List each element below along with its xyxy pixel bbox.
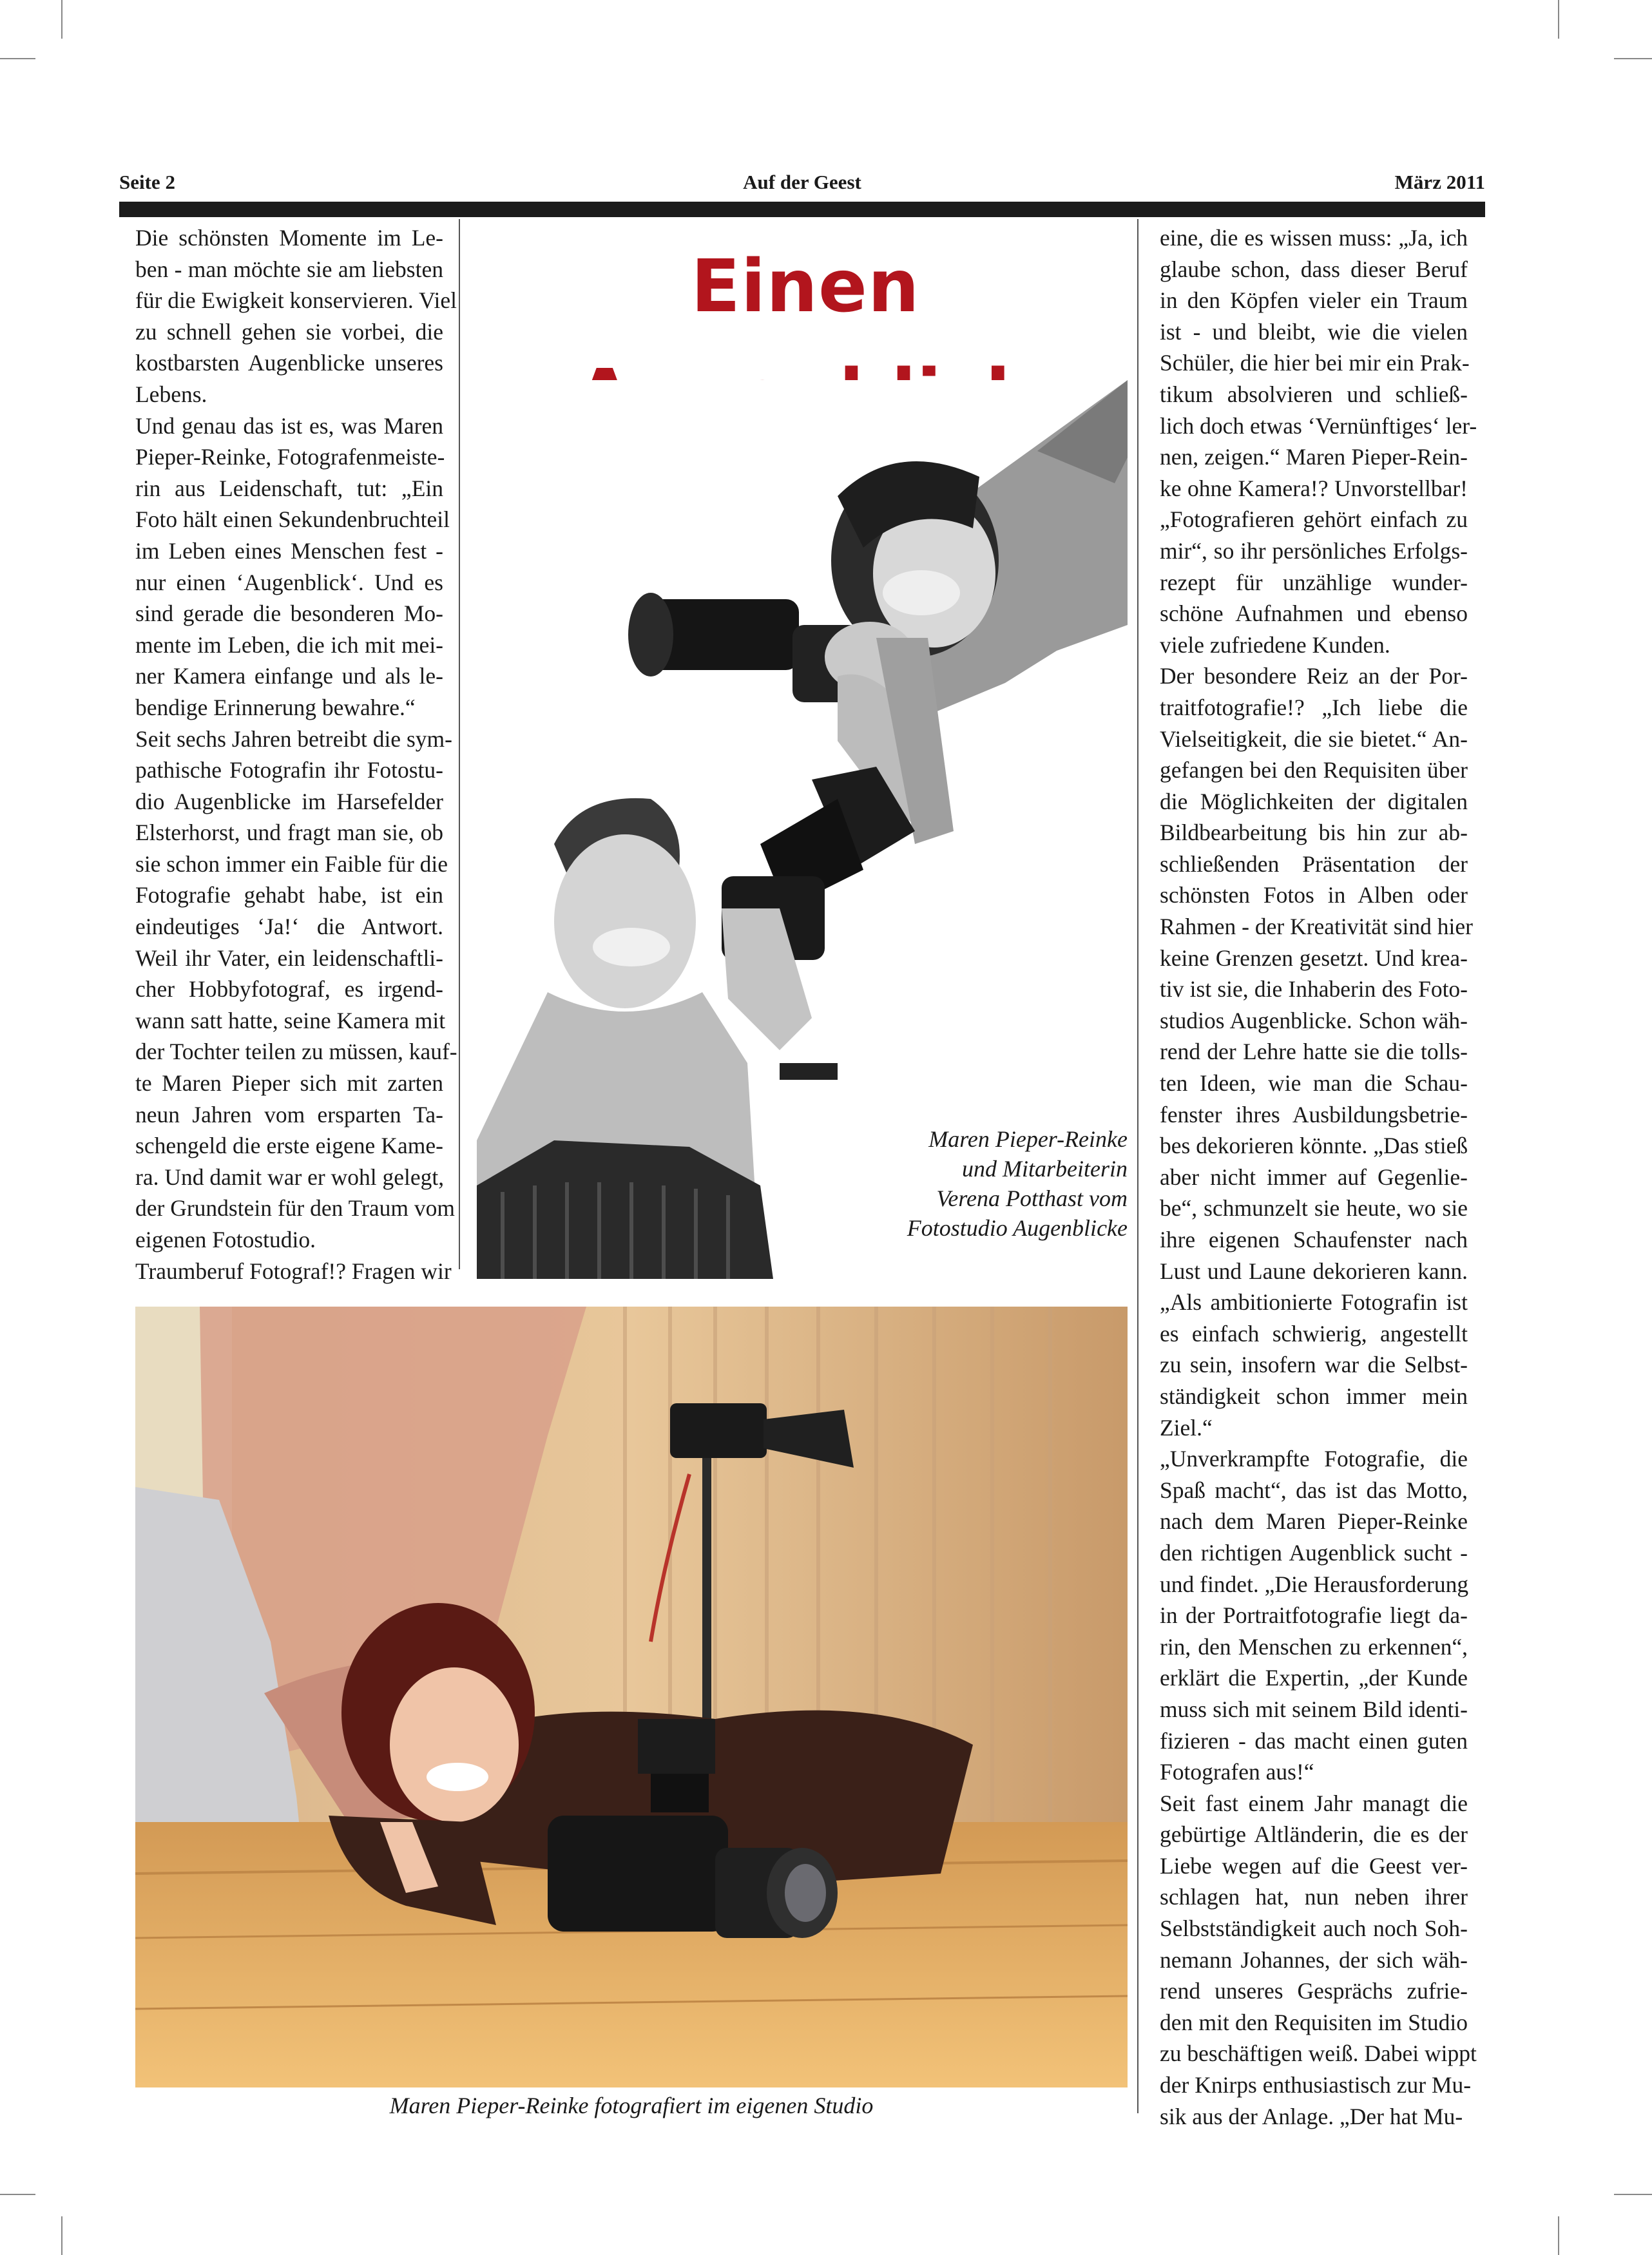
text-line: Selbstständigkeit auch noch Soh-	[1160, 1915, 1468, 1942]
caption-top-line: und Mitarbeiterin	[962, 1156, 1128, 1182]
text-line: Spaß macht“, das ist das Motto,	[1160, 1477, 1468, 1503]
text-line: gebürtige Altländerin, die es der	[1160, 1821, 1468, 1848]
text-line: pathische Fotografin ihr Fotostu-	[135, 757, 443, 783]
text-line: schließenden Präsentation der	[1160, 850, 1468, 877]
crop-mark	[1614, 2194, 1652, 2195]
text-line: Foto hält einen Sekundenbruchteil	[135, 506, 450, 533]
text-line: neun Jahren vom ersparten Ta-	[135, 1101, 443, 1128]
text-line: Schüler, die hier bei mir ein Prak-	[1160, 350, 1470, 376]
text-line: der Grundstein für den Traum vom	[135, 1195, 455, 1222]
text-line: ke ohne Kamera!? Unvorstellbar!	[1160, 475, 1468, 501]
text-line: nemann Johannes, der sich wäh-	[1160, 1946, 1468, 1973]
text-line: es einfach schwierig, angestellt	[1160, 1320, 1468, 1347]
text-line: tikum absolvieren und schließ-	[1160, 381, 1468, 407]
text-line: erklärt die Expertin, „der Kunde	[1160, 1665, 1468, 1691]
text-line: im Leben eines Menschen fest -	[135, 537, 443, 564]
text-line: in der Portraitfotografie liegt da-	[1160, 1602, 1468, 1629]
crop-mark	[0, 58, 35, 59]
text-line: rin, den Menschen zu erkennen“,	[1160, 1633, 1468, 1660]
text-line: gefangen bei den Requisiten über	[1160, 757, 1468, 783]
text-line: „Unverkrampfte Fotografie, die	[1160, 1446, 1468, 1472]
text-line: fizieren - das macht einen guten	[1160, 1727, 1468, 1754]
text-line: ten Ideen, wie man die Schau-	[1160, 1070, 1468, 1097]
caption-top-line: Verena Potthast vom	[936, 1185, 1128, 1211]
text-line: kostbarsten Augenblicke unseres	[135, 350, 443, 376]
photo-caption-bottom: Maren Pieper-Reinke fotografiert im eigenen Studio	[389, 2093, 874, 2118]
text-line: Bildbearbeitung bis hin zur ab-	[1160, 820, 1468, 846]
text-line: Seit fast einem Jahr managt die	[1160, 1790, 1468, 1816]
text-line: ner Kamera einfange und als le-	[135, 663, 443, 689]
caption-top-line: Fotostudio Augenblicke	[907, 1215, 1128, 1241]
text-line: cher Hobbyfotograf, es irgend-	[135, 976, 443, 1003]
text-line: Fotografie gehabt habe, ist ein	[135, 882, 443, 908]
page-header	[119, 171, 1485, 197]
text-line: Liebe wegen auf die Geest ver-	[1160, 1852, 1468, 1879]
text-line: rin aus Leidenschaft, tut: „Ein	[135, 475, 443, 501]
text-line: schlagen hat, nun neben ihrer	[1160, 1884, 1468, 1910]
text-line: schengeld die erste eigene Kame-	[135, 1133, 443, 1159]
text-line: ständigkeit schon immer mein	[1160, 1383, 1468, 1409]
text-line: rend der Lehre hatte sie die tolls-	[1160, 1039, 1468, 1065]
text-line: der Knirps enthusiastisch zur Mu-	[1160, 2072, 1472, 2098]
text-line: dio Augenblicke im Harsefelder	[135, 788, 443, 814]
text-line: bendige Erinnerung bewahre.“	[135, 694, 416, 720]
text-line: mente im Leben, die ich mit mei-	[135, 631, 443, 658]
publication-name: Auf der Geest	[743, 171, 861, 193]
text-line: „Als ambitionierte Fotografin ist	[1160, 1289, 1468, 1316]
text-line: tiv ist sie, die Inhaberin des Foto-	[1160, 976, 1468, 1003]
article-column-left	[135, 222, 457, 1287]
text-line: nen, zeigen.“ Maren Pieper-Rein-	[1160, 444, 1468, 470]
text-line: sind gerade die besonderen Mo-	[135, 600, 443, 627]
text-line: lich doch etwas ‘Vernünftiges‘ ler-	[1160, 412, 1477, 439]
crop-mark	[1558, 2216, 1559, 2255]
caption-top-line: Maren Pieper-Reinke	[928, 1126, 1128, 1152]
text-line: der Tochter teilen zu müssen, kauf-	[135, 1039, 457, 1065]
crop-mark	[0, 2194, 35, 2195]
article-column-right	[1160, 222, 1477, 2132]
text-line: Traumberuf Fotograf!? Fragen wir	[135, 1258, 452, 1284]
photo-caption-top	[838, 1124, 1128, 1243]
text-line: Lust und Laune dekorieren kann.	[1160, 1258, 1468, 1284]
column-divider-left	[459, 219, 460, 1269]
text-line: mir“, so ihr persönliches Erfolgs-	[1160, 537, 1468, 564]
text-line: te Maren Pieper sich mit zarten	[135, 1070, 443, 1097]
text-line: Vielseitigkeit, die sie bietet.“ An-	[1160, 725, 1468, 752]
text-line: keine Grenzen gesetzt. Und krea-	[1160, 945, 1468, 971]
text-line: ist - und bleibt, wie die vielen	[1160, 318, 1468, 345]
text-line: eigenen Fotostudio.	[135, 1227, 316, 1252]
crop-mark	[61, 0, 62, 39]
photo-studio-color	[135, 1307, 1128, 2087]
page-number: Seite 2	[119, 171, 175, 193]
text-line: rezept für unzählige wunder-	[1160, 569, 1468, 595]
photo-studio-graphic	[135, 1307, 1128, 2087]
text-line: be“, schmunzelt sie heute, wo sie	[1160, 1195, 1468, 1222]
text-line: viele zufriedene Kunden.	[1160, 631, 1390, 658]
text-line: Ziel.“	[1160, 1414, 1213, 1441]
text-line: ben - man möchte sie am liebsten	[135, 256, 443, 282]
text-line: zu schnell gehen sie vorbei, die	[135, 318, 443, 345]
text-line: glaube schon, dass dieser Beruf	[1160, 256, 1468, 282]
text-line: Elsterhorst, und fragt man sie, ob	[135, 820, 443, 846]
text-line: Rahmen - der Kreativität sind hier	[1160, 914, 1473, 940]
text-line: schöne Aufnahmen und ebenso	[1160, 600, 1468, 627]
text-line: Seit sechs Jahren betreibt die sym-	[135, 725, 452, 752]
text-line: muss sich mit seinem Bild identi-	[1160, 1696, 1468, 1722]
text-line: zu beschäftigen weiß. Dabei wippt	[1160, 2040, 1477, 2067]
title-line-1: Einen	[691, 245, 920, 329]
text-line: ihre eigenen Schaufenster nach	[1160, 1227, 1468, 1252]
text-line: Fotografen aus!“	[1160, 1759, 1314, 1785]
text-line: nach dem Maren Pieper-Reinke	[1160, 1508, 1468, 1535]
text-line: traitfotografie!? „Ich liebe die	[1160, 694, 1468, 720]
text-line: ra. Und damit war er wohl gelegt,	[135, 1164, 445, 1190]
text-line: schönsten Fotos in Alben oder	[1160, 882, 1468, 908]
text-line: eine, die es wissen muss: „Ja, ich	[1160, 225, 1468, 251]
text-line: und findet. „Die Herausforderung	[1160, 1571, 1469, 1597]
text-line: wann satt hatte, seine Kamera mit	[135, 1007, 446, 1033]
text-line: Und genau das ist es, was Maren	[135, 412, 443, 439]
text-line: bes dekorieren könnte. „Das stieß	[1160, 1133, 1468, 1159]
text-line: Die schönsten Momente im Le-	[135, 225, 443, 251]
text-line: studios Augenblicke. Schon wäh-	[1160, 1007, 1468, 1033]
crop-mark	[1558, 0, 1559, 39]
column-divider-right	[1137, 219, 1138, 2113]
text-line: aber nicht immer auf Gegenlie-	[1160, 1164, 1468, 1190]
text-line: in den Köpfen vieler ein Traum	[1160, 287, 1468, 314]
text-line: Der besondere Reiz an der Por-	[1160, 663, 1468, 689]
text-line: für die Ewigkeit konservieren. Viel	[135, 287, 457, 314]
text-line: nur einen ‘Augenblick‘. Und es	[135, 569, 443, 595]
text-line: rend unseres Gesprächs zufrie-	[1160, 1978, 1468, 2004]
text-line: sik aus der Anlage. „Der hat Mu-	[1160, 2103, 1463, 2129]
text-line: zu sein, insofern war die Selbst-	[1160, 1352, 1468, 1378]
issue-date: März 2011	[1394, 171, 1485, 193]
text-line: Lebens.	[135, 381, 207, 407]
text-line: sie schon immer ein Faible für die	[135, 850, 448, 877]
text-line: fenster ihres Ausbildungsbetrie-	[1160, 1101, 1468, 1128]
crop-mark	[61, 2216, 62, 2255]
text-line: die Möglichkeiten der digitalen	[1160, 788, 1468, 814]
crop-mark	[1614, 58, 1652, 59]
text-line: den richtigen Augenblick sucht -	[1160, 1539, 1468, 1566]
text-line: „Fotografieren gehört einfach zu	[1160, 506, 1468, 533]
text-line: Weil ihr Vater, ein leidenschaftli-	[135, 945, 443, 971]
text-line: eindeutiges ‘Ja!‘ die Antwort.	[135, 914, 443, 940]
text-line: den mit den Requisiten im Studio	[1160, 2009, 1468, 2035]
text-line: Pieper-Reinke, Fotografenmeiste-	[135, 444, 445, 470]
header-rule	[119, 202, 1485, 217]
